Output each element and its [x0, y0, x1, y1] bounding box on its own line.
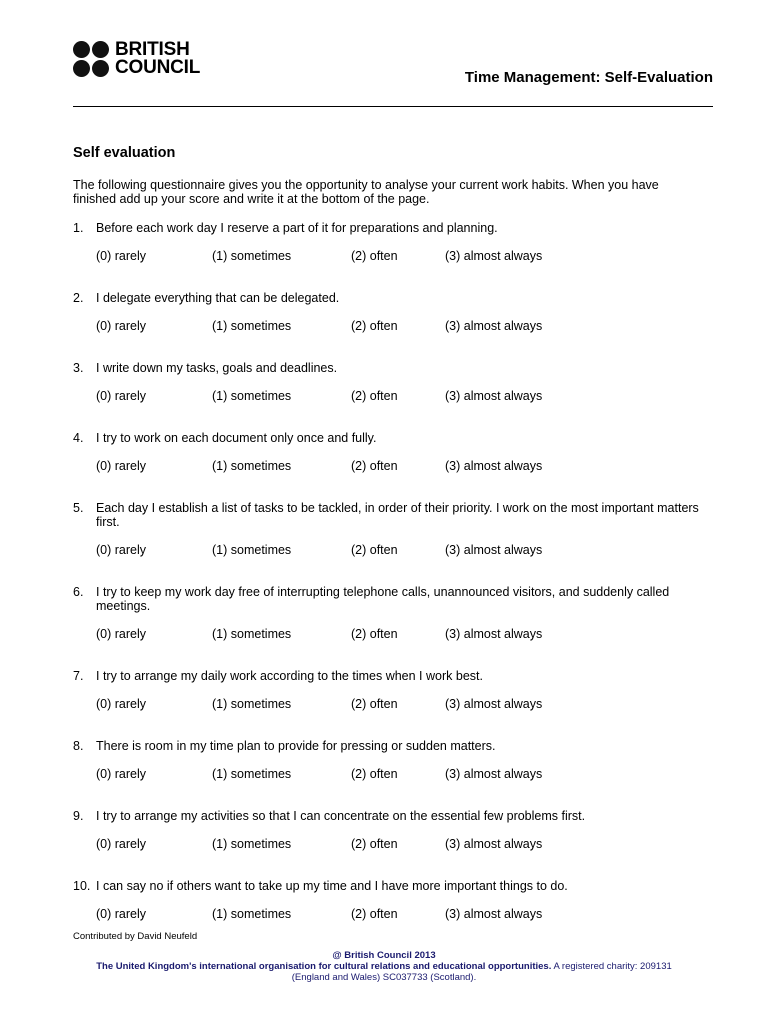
- document-title: Time Management: Self-Evaluation: [464, 69, 713, 86]
- answer-option[interactable]: (0) rarely: [96, 459, 147, 473]
- question-8: [73, 739, 713, 783]
- logo-line-1: BRITISH: [115, 39, 190, 60]
- answer-option[interactable]: (1) sometimes: [212, 249, 292, 263]
- answer-option[interactable]: (0) rarely: [96, 389, 147, 403]
- question-10: [73, 879, 713, 923]
- answer-options: [73, 389, 713, 405]
- footer-charity: A registered charity: 209131: [551, 961, 672, 972]
- question-6: [73, 585, 713, 643]
- answer-option[interactable]: (2) often: [351, 459, 398, 473]
- contributor-credit: Contributed by David Neufeld: [73, 931, 198, 942]
- footer-copyright: @ British Council 2013: [332, 950, 436, 961]
- answer-option[interactable]: (3) almost always: [445, 249, 543, 263]
- answer-option[interactable]: (0) rarely: [96, 543, 147, 557]
- question-number: 6.: [73, 585, 84, 599]
- answer-option[interactable]: (2) often: [351, 907, 398, 921]
- answer-option[interactable]: (3) almost always: [445, 907, 543, 921]
- british-council-logo: [73, 41, 200, 77]
- answer-option[interactable]: (3) almost always: [445, 767, 543, 781]
- answer-option[interactable]: (2) often: [351, 767, 398, 781]
- answer-option[interactable]: (3) almost always: [445, 837, 543, 851]
- answer-option[interactable]: (0) rarely: [96, 907, 147, 921]
- answer-options: [73, 697, 713, 713]
- question-text: Before each work day I reserve a part of it for preparations and planning.: [96, 221, 498, 235]
- answer-option[interactable]: (1) sometimes: [212, 389, 292, 403]
- question-text: I try to arrange my activities so that I can concentrate on the essential few problems first.: [96, 809, 586, 823]
- answer-option[interactable]: (1) sometimes: [212, 697, 292, 711]
- section-title: Self evaluation: [73, 145, 176, 161]
- answer-option[interactable]: (3) almost always: [445, 543, 543, 557]
- question-number: 4.: [73, 431, 84, 445]
- question-text: I try to work on each document only once and fully.: [96, 431, 377, 445]
- answer-option[interactable]: (0) rarely: [96, 319, 147, 333]
- question-3: [73, 361, 713, 405]
- answer-options: [73, 459, 713, 475]
- question-7: [73, 669, 713, 713]
- answer-option[interactable]: (0) rarely: [96, 627, 147, 641]
- question-text: There is room in my time plan to provide for pressing or sudden matters.: [96, 739, 496, 753]
- header-divider: [73, 106, 713, 107]
- question-text: I can say no if others want to take up my time and I have more important things to do.: [96, 879, 568, 893]
- answer-option[interactable]: (0) rarely: [96, 697, 147, 711]
- answer-option[interactable]: (2) often: [351, 319, 398, 333]
- answer-option[interactable]: (3) almost always: [445, 627, 543, 641]
- question-4: [73, 431, 713, 475]
- question-9: [73, 809, 713, 853]
- answer-option[interactable]: (1) sometimes: [212, 459, 292, 473]
- answer-option[interactable]: (3) almost always: [445, 697, 543, 711]
- question-1: [73, 221, 713, 265]
- answer-options: [73, 627, 713, 643]
- logo-dots-icon: [73, 41, 109, 77]
- answer-options: [73, 907, 713, 923]
- answer-options: [73, 543, 713, 559]
- logo-line-2: COUNCIL: [115, 57, 201, 78]
- footer-tagline: The United Kingdom's international organisation for cultural relations and educational opportunities.: [96, 961, 552, 972]
- question-number: 3.: [73, 361, 84, 375]
- question-text: I try to keep my work day free of interrupting telephone calls, unannounced visitors, and suddenly called meetings.: [96, 585, 670, 613]
- answer-options: [73, 249, 713, 265]
- footer-charity-line-2: (England and Wales) SC037733 (Scotland).: [291, 972, 477, 983]
- answer-option[interactable]: (1) sometimes: [212, 627, 292, 641]
- answer-option[interactable]: (2) often: [351, 249, 398, 263]
- question-text: I delegate everything that can be delegated.: [96, 291, 340, 305]
- question-text: I write down my tasks, goals and deadlines.: [96, 361, 338, 375]
- question-5: [73, 501, 713, 559]
- question-number: 5.: [73, 501, 84, 515]
- answer-option[interactable]: (1) sometimes: [212, 319, 292, 333]
- answer-option[interactable]: (3) almost always: [445, 459, 543, 473]
- answer-option[interactable]: (1) sometimes: [212, 767, 292, 781]
- page-footer: [0, 950, 768, 983]
- answer-option[interactable]: (1) sometimes: [212, 543, 292, 557]
- question-number: 1.: [73, 221, 84, 235]
- question-number: 2.: [73, 291, 84, 305]
- answer-options: [73, 767, 713, 783]
- question-text: Each day I establish a list of tasks to be tackled, in order of their priority. I work on the most important matters first.: [96, 501, 699, 529]
- question-number: 7.: [73, 669, 84, 683]
- question-number: 8.: [73, 739, 84, 753]
- answer-options: [73, 837, 713, 853]
- answer-option[interactable]: (0) rarely: [96, 837, 147, 851]
- answer-option[interactable]: (1) sometimes: [212, 837, 292, 851]
- answer-option[interactable]: (2) often: [351, 543, 398, 557]
- answer-option[interactable]: (0) rarely: [96, 249, 147, 263]
- answer-options: [73, 319, 713, 335]
- answer-option[interactable]: (3) almost always: [445, 389, 543, 403]
- answer-option[interactable]: (2) often: [351, 697, 398, 711]
- answer-option[interactable]: (0) rarely: [96, 767, 147, 781]
- intro-paragraph: The following questionnaire gives you the opportunity to analyse your current work habits. When you have finished add up your score and write it at the bottom of the page.: [73, 178, 659, 206]
- question-number: 10.: [73, 879, 91, 893]
- question-text: I try to arrange my daily work according to the times when I work best.: [96, 669, 483, 683]
- answer-option[interactable]: (1) sometimes: [212, 907, 292, 921]
- question-2: [73, 291, 713, 335]
- logo-text: [115, 41, 200, 77]
- answer-option[interactable]: (2) often: [351, 627, 398, 641]
- answer-option[interactable]: (2) often: [351, 837, 398, 851]
- answer-option[interactable]: (2) often: [351, 389, 398, 403]
- answer-option[interactable]: (3) almost always: [445, 319, 543, 333]
- question-number: 9.: [73, 809, 84, 823]
